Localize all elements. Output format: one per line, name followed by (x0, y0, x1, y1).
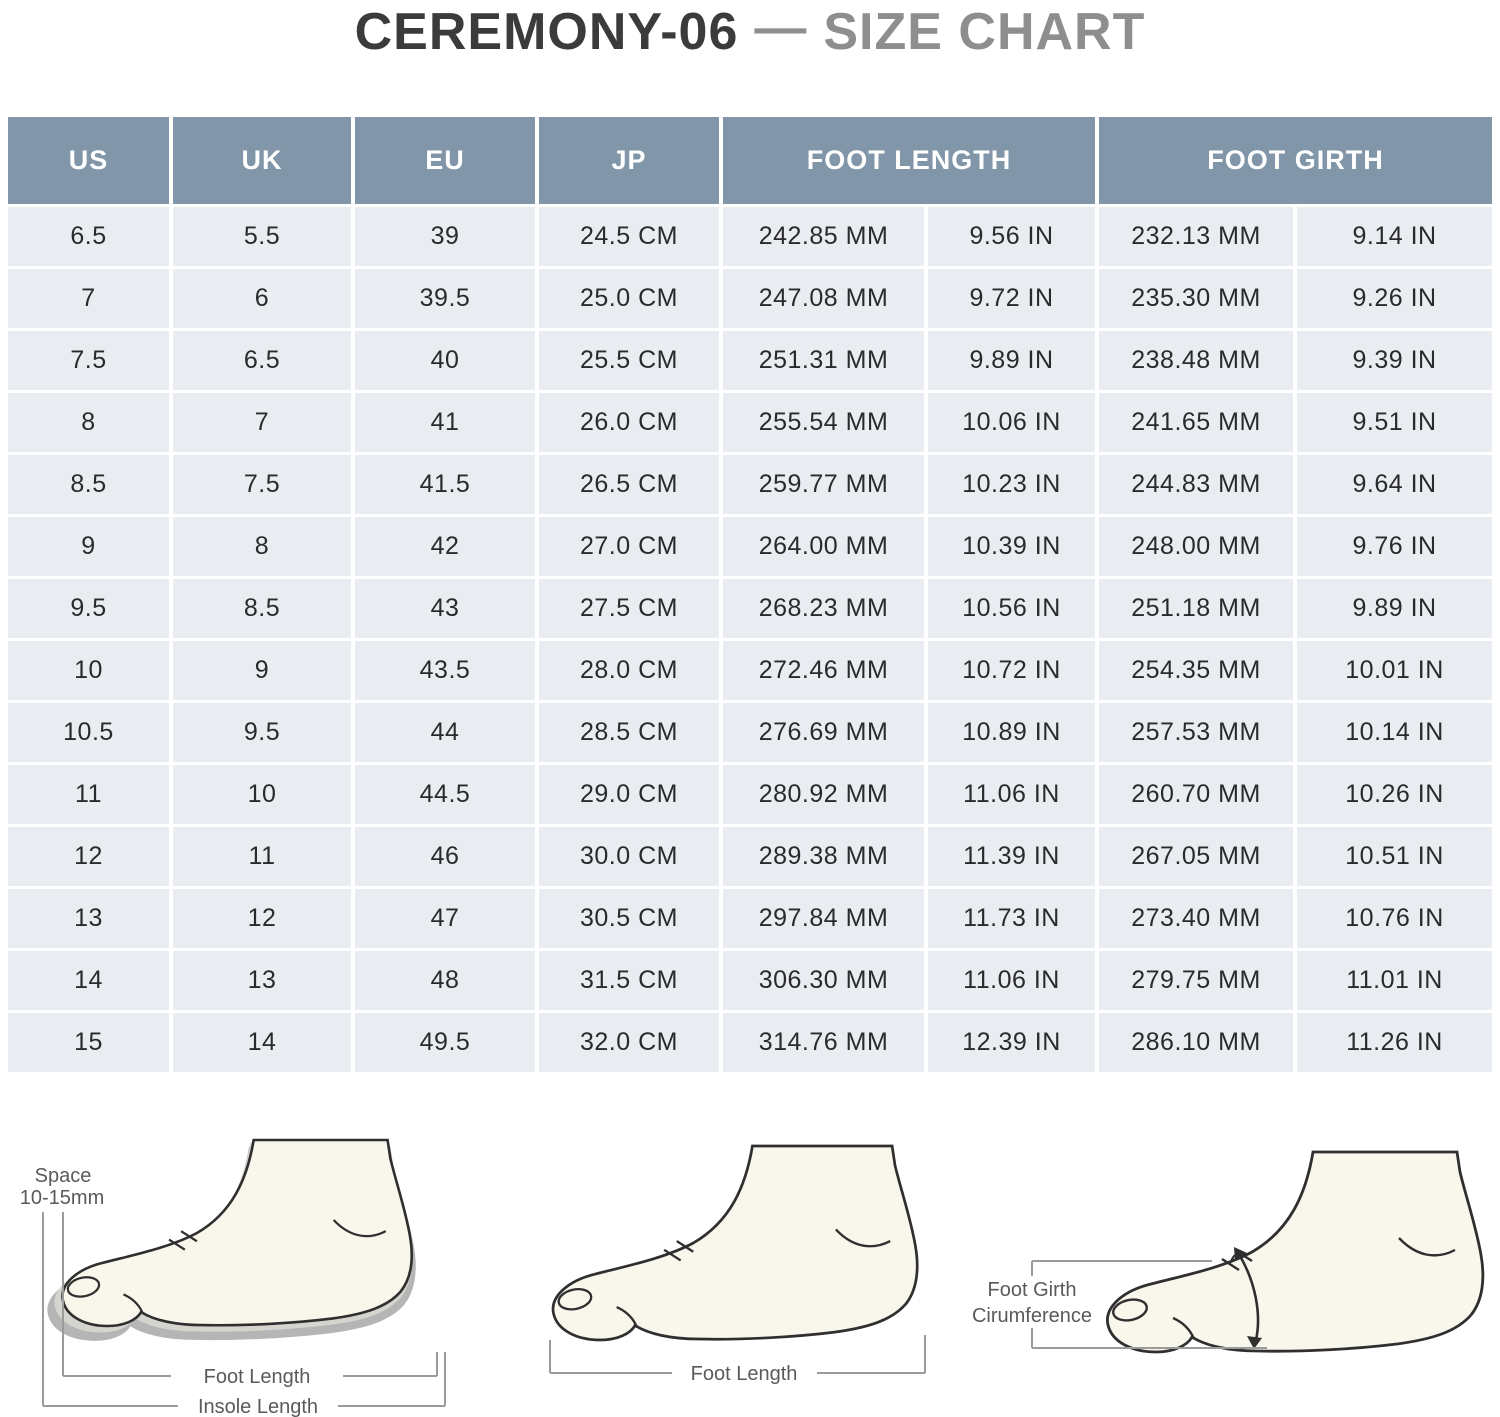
table-cell: 46 (355, 827, 535, 886)
table-cell: 238.48 MM (1099, 331, 1293, 390)
foot-outline (1107, 1152, 1482, 1352)
table-cell: 13 (8, 889, 169, 948)
table-cell: 9.51 IN (1297, 393, 1492, 452)
table-cell: 12 (173, 889, 351, 948)
table-cell: 255.54 MM (723, 393, 924, 452)
table-cell: 9.26 IN (1297, 269, 1492, 328)
table-cell: 44 (355, 703, 535, 762)
space-label-line1: Space (34, 1165, 92, 1187)
table-cell: 9.76 IN (1297, 517, 1492, 576)
table-cell: 272.46 MM (723, 641, 924, 700)
insole-foot-diagram (20, 1140, 445, 1417)
column-header: US (8, 117, 169, 204)
table-cell: 12 (8, 827, 169, 886)
table-cell: 276.69 MM (723, 703, 924, 762)
title-product-name: CEREMONY-06 (354, 3, 739, 61)
table-cell: 25.5 CM (539, 331, 719, 390)
table-cell: 9.72 IN (928, 269, 1095, 328)
table-cell: 10.39 IN (928, 517, 1095, 576)
table-cell: 289.38 MM (723, 827, 924, 886)
diagrams-figure (0, 1100, 1500, 1417)
space-label-line2: 10-15mm (19, 1187, 105, 1209)
table-row (8, 269, 1492, 328)
table-cell: 251.18 MM (1099, 579, 1293, 638)
table-cell: 10.76 IN (1297, 889, 1492, 948)
table-row (8, 703, 1492, 762)
table-cell: 306.30 MM (723, 951, 924, 1010)
table-cell: 39 (355, 207, 535, 266)
table-cell: 15 (8, 1013, 169, 1072)
table-cell: 10.5 (8, 703, 169, 762)
table-cell: 8 (8, 393, 169, 452)
table-cell: 267.05 MM (1099, 827, 1293, 886)
table-cell: 13 (173, 951, 351, 1010)
title-chart-label: SIZE CHART (823, 3, 1146, 61)
table-cell: 28.0 CM (539, 641, 719, 700)
table-cell: 26.5 CM (539, 455, 719, 514)
table-row (8, 889, 1492, 948)
column-header: JP (539, 117, 719, 204)
table-cell: 39.5 (355, 269, 535, 328)
table-cell: 8 (173, 517, 351, 576)
table-cell: 14 (8, 951, 169, 1010)
table-header-row (8, 117, 1492, 204)
table-cell: 5.5 (173, 207, 351, 266)
table-cell: 11.73 IN (928, 889, 1095, 948)
table-cell: 48 (355, 951, 535, 1010)
table-cell: 273.40 MM (1099, 889, 1293, 948)
table-row (8, 827, 1492, 886)
table-cell: 10.14 IN (1297, 703, 1492, 762)
table-cell: 251.31 MM (723, 331, 924, 390)
table-cell: 297.84 MM (723, 889, 924, 948)
table-cell: 9.89 IN (1297, 579, 1492, 638)
table-cell: 9 (173, 641, 351, 700)
table-cell: 9.39 IN (1297, 331, 1492, 390)
table-cell: 10.01 IN (1297, 641, 1492, 700)
table-cell: 10.23 IN (928, 455, 1095, 514)
table-cell: 10 (8, 641, 169, 700)
table-row (8, 393, 1492, 452)
column-header: FOOT LENGTH (723, 117, 1095, 204)
table-cell: 26.0 CM (539, 393, 719, 452)
table-cell: 9.5 (173, 703, 351, 762)
table-cell: 9.14 IN (1297, 207, 1492, 266)
table-cell: 11.06 IN (928, 951, 1095, 1010)
foot-length-diagram (550, 1146, 925, 1385)
table-row (8, 951, 1492, 1010)
table-row (8, 331, 1492, 390)
table-cell: 244.83 MM (1099, 455, 1293, 514)
table-cell: 10.06 IN (928, 393, 1095, 452)
table-row (8, 765, 1492, 824)
foot-outline (553, 1146, 917, 1340)
table-cell: 260.70 MM (1099, 765, 1293, 824)
table-cell: 264.00 MM (723, 517, 924, 576)
table-cell: 9.89 IN (928, 331, 1095, 390)
table-row (8, 207, 1492, 266)
table-row (8, 579, 1492, 638)
size-chart-table (4, 114, 1496, 1075)
table-row (8, 641, 1492, 700)
table-cell: 10.72 IN (928, 641, 1095, 700)
table-cell: 9 (8, 517, 169, 576)
table-cell: 247.08 MM (723, 269, 924, 328)
table-cell: 6.5 (8, 207, 169, 266)
table-cell: 44.5 (355, 765, 535, 824)
title-separator: — (754, 0, 808, 57)
foot-girth-diagram (972, 1152, 1483, 1352)
table-cell: 10 (173, 765, 351, 824)
table-cell: 6 (173, 269, 351, 328)
table-cell: 7.5 (8, 331, 169, 390)
table-cell: 280.92 MM (723, 765, 924, 824)
table-cell: 27.5 CM (539, 579, 719, 638)
table-cell: 30.0 CM (539, 827, 719, 886)
foot-girth-label-line2: Cirumference (971, 1305, 1093, 1327)
table-cell: 11.39 IN (928, 827, 1095, 886)
table-row (8, 1013, 1492, 1072)
table-cell: 259.77 MM (723, 455, 924, 514)
table-cell: 11.06 IN (928, 765, 1095, 824)
table-cell: 248.00 MM (1099, 517, 1293, 576)
table-row (8, 455, 1492, 514)
foot-length-label: Foot Length (690, 1363, 798, 1385)
table-cell: 241.65 MM (1099, 393, 1293, 452)
table-cell: 43 (355, 579, 535, 638)
table-cell: 43.5 (355, 641, 535, 700)
column-header: FOOT GIRTH (1099, 117, 1492, 204)
table-cell: 9.56 IN (928, 207, 1095, 266)
table-cell: 257.53 MM (1099, 703, 1293, 762)
table-row (8, 517, 1492, 576)
table-cell: 30.5 CM (539, 889, 719, 948)
table-cell: 286.10 MM (1099, 1013, 1293, 1072)
table-cell: 11 (173, 827, 351, 886)
table-cell: 242.85 MM (723, 207, 924, 266)
table-cell: 232.13 MM (1099, 207, 1293, 266)
page-title (0, 0, 1500, 64)
table-cell: 254.35 MM (1099, 641, 1293, 700)
column-header: UK (173, 117, 351, 204)
table-cell: 10.56 IN (928, 579, 1095, 638)
table-cell: 8.5 (8, 455, 169, 514)
table-cell: 40 (355, 331, 535, 390)
table-cell: 314.76 MM (723, 1013, 924, 1072)
table-body (8, 207, 1492, 1072)
table-cell: 42 (355, 517, 535, 576)
table-cell: 41.5 (355, 455, 535, 514)
column-header: EU (355, 117, 535, 204)
table-cell: 32.0 CM (539, 1013, 719, 1072)
table-cell: 7 (173, 393, 351, 452)
table-cell: 49.5 (355, 1013, 535, 1072)
table-cell: 29.0 CM (539, 765, 719, 824)
table-cell: 41 (355, 393, 535, 452)
table-cell: 11.01 IN (1297, 951, 1492, 1010)
table-cell: 11.26 IN (1297, 1013, 1492, 1072)
foot-length-label: Foot Length (203, 1366, 311, 1388)
table-cell: 28.5 CM (539, 703, 719, 762)
table-cell: 24.5 CM (539, 207, 719, 266)
table-cell: 47 (355, 889, 535, 948)
table-cell: 9.5 (8, 579, 169, 638)
foot-girth-label-line1: Foot Girth (987, 1279, 1077, 1301)
table-cell: 8.5 (173, 579, 351, 638)
table-cell: 11 (8, 765, 169, 824)
table-cell: 10.51 IN (1297, 827, 1492, 886)
table-cell: 31.5 CM (539, 951, 719, 1010)
table-cell: 12.39 IN (928, 1013, 1095, 1072)
table-cell: 10.89 IN (928, 703, 1095, 762)
foot-outline (63, 1140, 412, 1326)
table-cell: 268.23 MM (723, 579, 924, 638)
table-cell: 6.5 (173, 331, 351, 390)
table-cell: 9.64 IN (1297, 455, 1492, 514)
table-cell: 27.0 CM (539, 517, 719, 576)
table-cell: 7 (8, 269, 169, 328)
table-cell: 7.5 (173, 455, 351, 514)
table-cell: 235.30 MM (1099, 269, 1293, 328)
insole-length-label: Insole Length (197, 1396, 319, 1417)
table-cell: 14 (173, 1013, 351, 1072)
table-cell: 279.75 MM (1099, 951, 1293, 1010)
table-cell: 25.0 CM (539, 269, 719, 328)
table-cell: 10.26 IN (1297, 765, 1492, 824)
